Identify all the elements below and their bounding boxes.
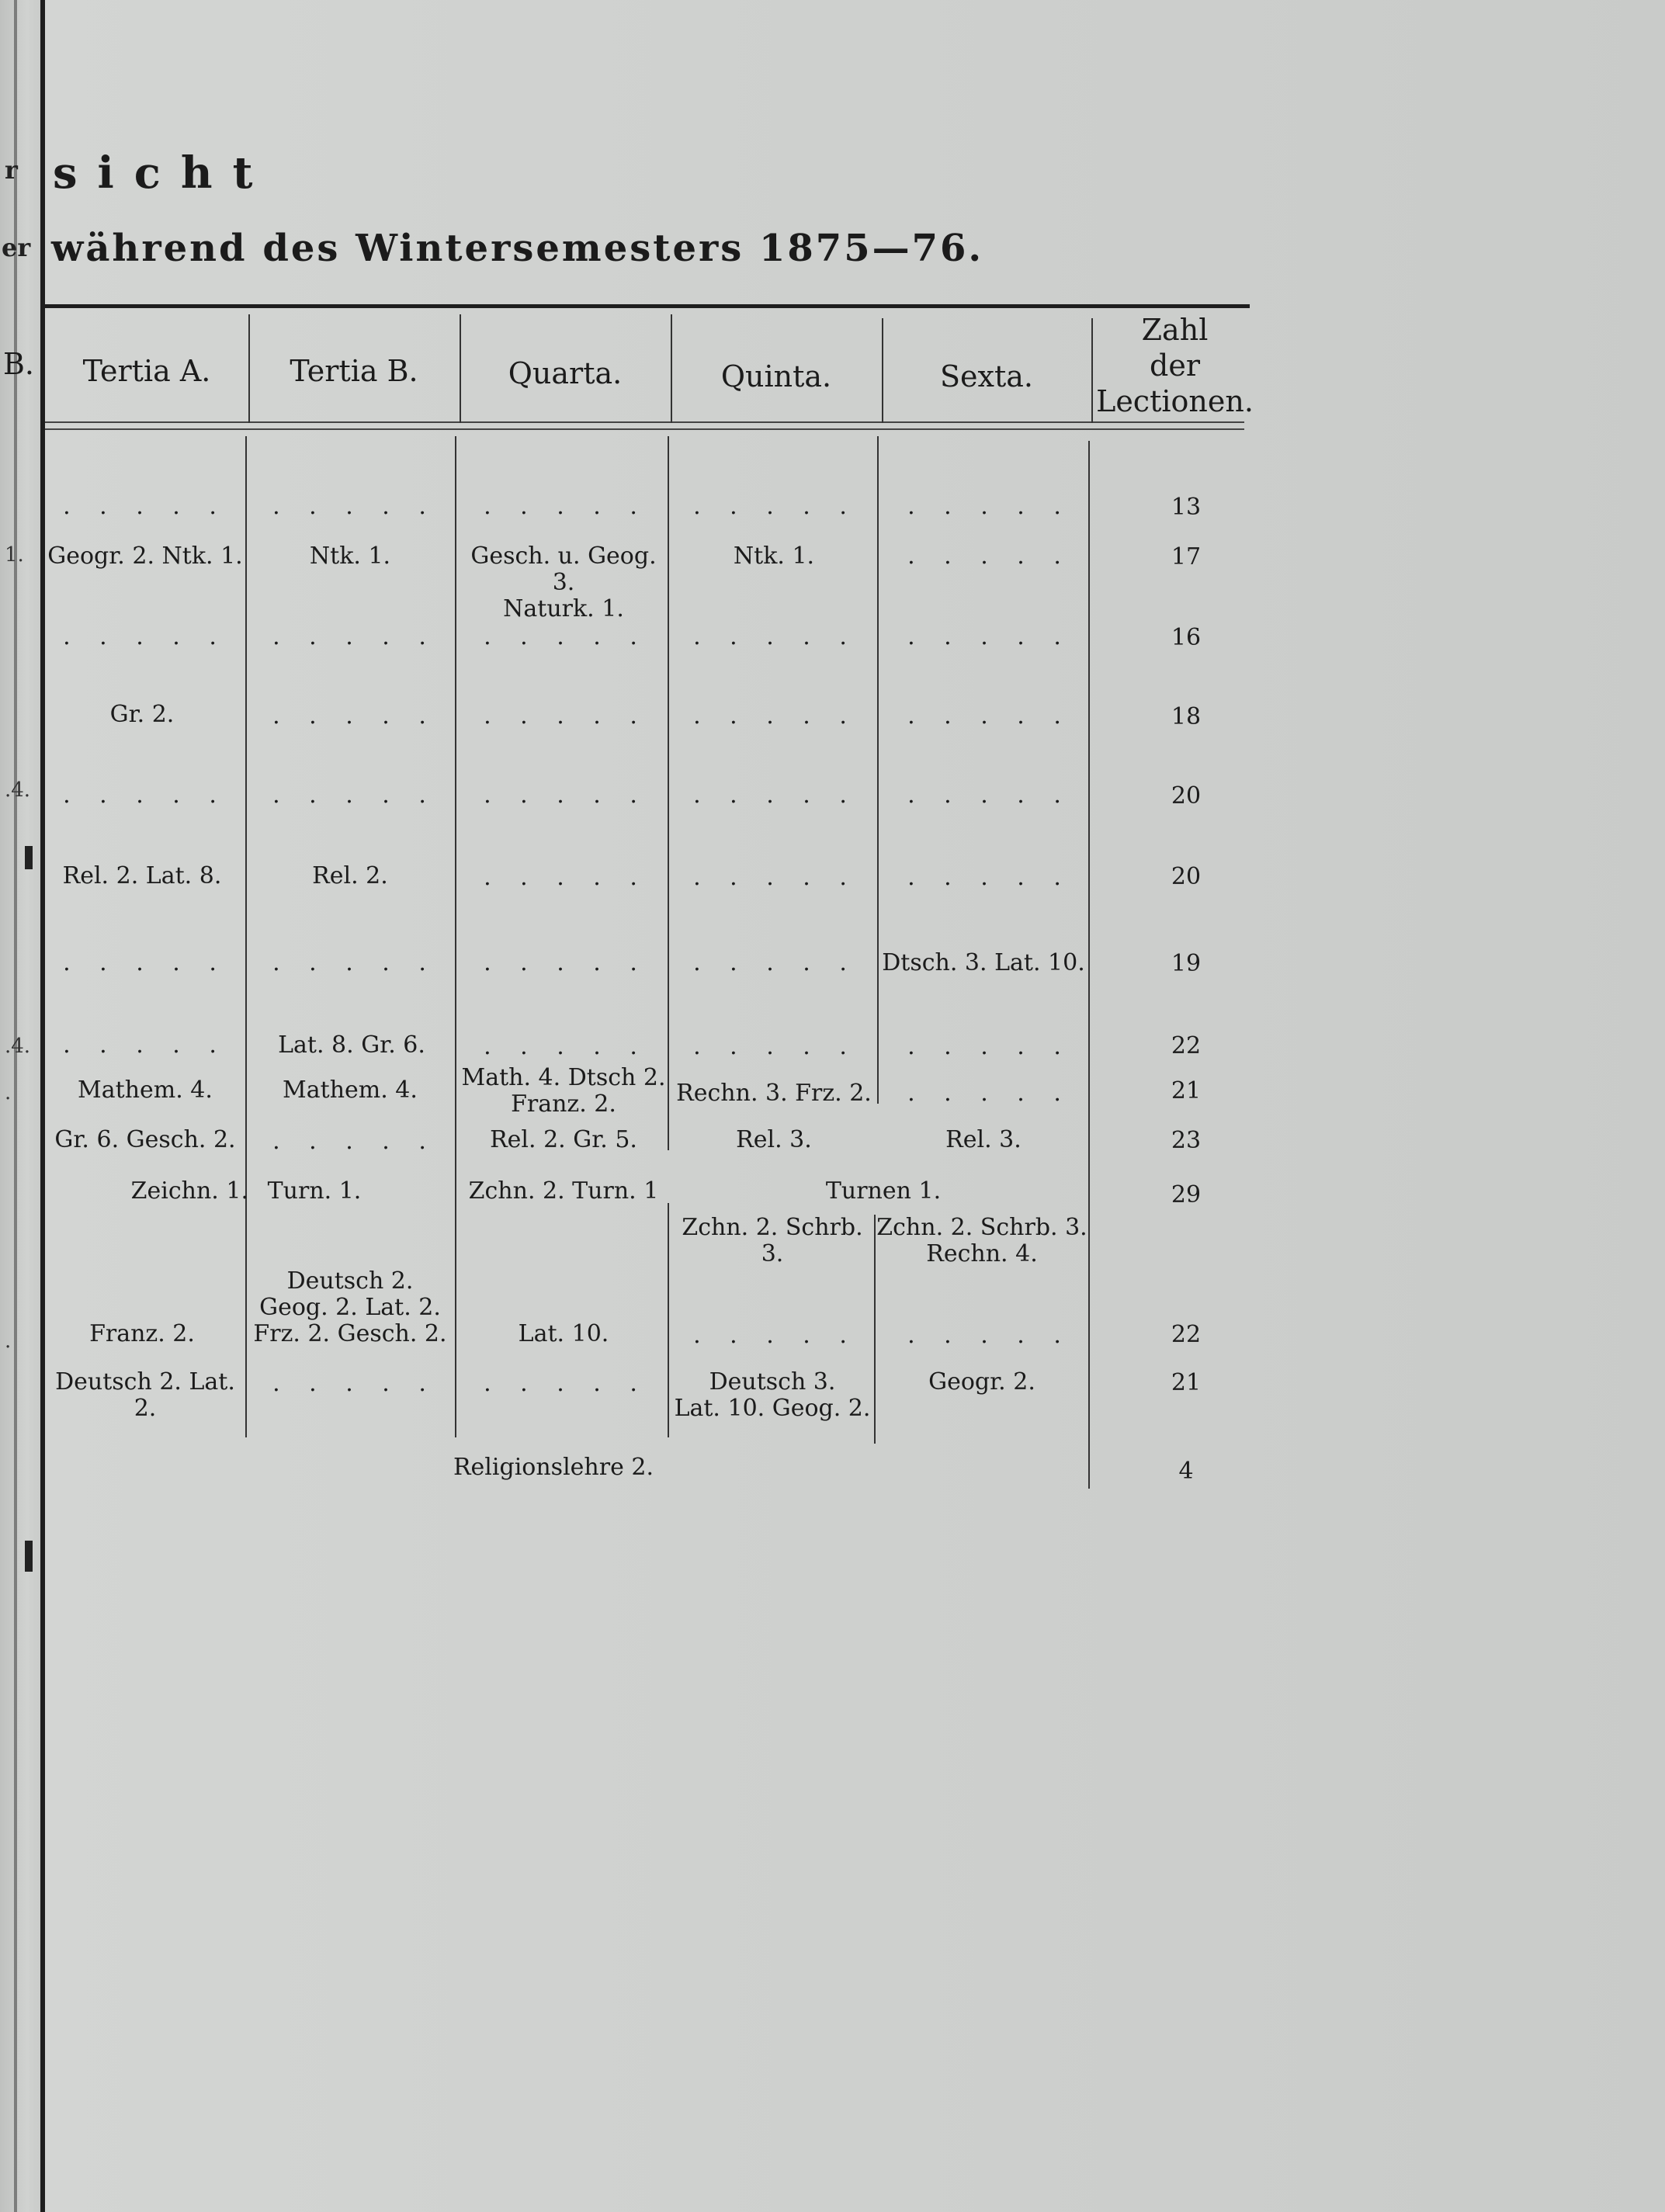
cell-quarta: Gesch. u. Geog. 3. Naturk. 1.: [470, 543, 657, 622]
cell-tertia-a: Gr. 2.: [109, 701, 175, 728]
lesson-count: 16: [1171, 624, 1202, 651]
empty-cell-dots: . . . . .: [907, 702, 1072, 730]
column-divider: [671, 314, 672, 423]
cell-tertia-b: Turn. 1.: [267, 1177, 362, 1205]
empty-cell-dots: . . . . .: [907, 782, 1072, 809]
empty-cell-dots: . . . . .: [63, 493, 227, 520]
header-tertia-a: Tertia A.: [82, 354, 211, 388]
cell-quarta: Math. 4. Dtsch 2. Franz. 2.: [461, 1064, 666, 1118]
cell-quinta: Zchn. 2. Schrb. 3.: [682, 1214, 863, 1267]
col-fragment-header: B.: [3, 347, 35, 381]
page-title: sicht: [53, 147, 273, 199]
subtitle-left-fragment: er: [2, 233, 31, 262]
column-divider: [248, 314, 250, 423]
lesson-count: 17: [1171, 543, 1202, 570]
lesson-count: 21: [1171, 1369, 1202, 1396]
empty-cell-dots: . . . . .: [272, 1128, 437, 1155]
empty-cell-dots: . . . . .: [907, 1033, 1072, 1060]
empty-cell-dots: . . . . .: [63, 782, 227, 809]
cell-sexta: Geogr. 2.: [928, 1368, 1035, 1396]
empty-cell-dots: . . . . .: [693, 623, 858, 650]
lesson-count: 20: [1171, 782, 1202, 810]
cell-tertia-a: Zeichn. 1.: [130, 1177, 248, 1205]
cell-tertia-a: Franz. 2.: [89, 1320, 195, 1347]
header-rule: [45, 421, 1244, 423]
column-divider: [882, 318, 883, 423]
cell-quarta: Lat. 10.: [518, 1320, 609, 1347]
column-divider: [1088, 441, 1090, 1489]
document-page: [2, 0, 1665, 2212]
cell-sexta: Rel. 3.: [945, 1126, 1022, 1153]
empty-cell-dots: . . . . .: [693, 1033, 858, 1060]
cell-tertia-b: Lat. 8. Gr. 6.: [278, 1031, 425, 1059]
column-divider: [877, 436, 879, 1104]
empty-cell-dots: . . . . .: [272, 702, 437, 730]
cell-quarta: Rel. 2. Gr. 5.: [490, 1126, 637, 1153]
cell-tertia-a: Geogr. 2. Ntk. 1.: [47, 543, 243, 570]
spine-mark: [25, 846, 33, 869]
cell-tertia-a: Gr. 6. Gesch. 2.: [54, 1126, 236, 1153]
binding-edge: [14, 0, 17, 2212]
empty-cell-dots: . . . . .: [272, 623, 437, 650]
empty-cell-dots: . . . . .: [63, 1031, 227, 1059]
empty-cell-dots: . . . . .: [484, 493, 648, 520]
lesson-count: 22: [1171, 1032, 1202, 1059]
margin-fragment: .: [5, 1081, 12, 1104]
column-divider: [668, 1203, 669, 1437]
cell-tertia-b: Mathem. 4.: [283, 1077, 418, 1104]
empty-cell-dots: . . . . .: [693, 949, 858, 976]
empty-cell-dots: . . . . .: [272, 782, 437, 809]
empty-cell-dots: . . . . .: [907, 1322, 1072, 1349]
lesson-count: 21: [1171, 1077, 1202, 1104]
lesson-count: 18: [1171, 703, 1202, 730]
empty-cell-dots: . . . . .: [63, 949, 227, 976]
empty-cell-dots: . . . . .: [272, 1370, 437, 1397]
cell-quarta: Zchn. 2. Turn. 1: [468, 1177, 659, 1205]
empty-cell-dots: . . . . .: [693, 864, 858, 891]
cell-sexta: Dtsch. 3. Lat. 10.: [882, 949, 1085, 976]
cell-tertia-b: Rel. 2.: [312, 862, 388, 889]
header-tertia-b: Tertia B.: [290, 354, 418, 388]
margin-fragment: .4.: [5, 1035, 31, 1058]
column-divider: [460, 314, 461, 423]
cell-religionslehre: Religionslehre 2.: [453, 1454, 654, 1481]
left-page-gutter: [0, 0, 45, 2212]
empty-cell-dots: . . . . .: [907, 864, 1072, 891]
lesson-count: 13: [1171, 494, 1202, 521]
cell-tertia-b: Ntk. 1.: [309, 543, 391, 570]
cell-quinta: Rechn. 3. Frz. 2.: [676, 1080, 872, 1107]
margin-fragment: 1.: [5, 543, 24, 567]
empty-cell-dots: . . . . .: [484, 949, 648, 976]
empty-cell-dots: . . . . .: [484, 702, 648, 730]
empty-cell-dots: . . . . .: [63, 623, 227, 650]
empty-cell-dots: . . . . .: [693, 702, 858, 730]
column-divider: [668, 436, 669, 1150]
cell-tertia-a: Rel. 2. Lat. 8.: [62, 862, 222, 889]
empty-cell-dots: . . . . .: [484, 1370, 648, 1397]
table-top-rule: [45, 304, 1250, 308]
page-subtitle: während des Wintersemesters 1875—76.: [51, 227, 984, 270]
empty-cell-dots: . . . . .: [693, 1322, 858, 1349]
empty-cell-dots: . . . . .: [484, 623, 648, 650]
empty-cell-dots: . . . . .: [693, 782, 858, 809]
empty-cell-dots: . . . . .: [693, 493, 858, 520]
empty-cell-dots: . . . . .: [907, 623, 1072, 650]
empty-cell-dots: . . . . .: [484, 1033, 648, 1060]
margin-fragment: .: [5, 1330, 12, 1353]
cell-tertia-b: Deutsch 2. Geog. 2. Lat. 2. Frz. 2. Gesch. 2.: [253, 1267, 447, 1347]
cell-quinta: Ntk. 1.: [733, 543, 815, 570]
header-quarta: Quarta.: [508, 356, 623, 390]
empty-cell-dots: . . . . .: [272, 493, 437, 520]
empty-cell-dots: . . . . .: [907, 1080, 1072, 1107]
header-sexta: Sexta.: [940, 359, 1033, 394]
title-left-fragment: r: [5, 155, 18, 185]
empty-cell-dots: . . . . .: [907, 493, 1072, 520]
cell-tertia-a: Deutsch 2. Lat. 2.: [55, 1368, 235, 1422]
cell-turnen-spanning: Turnen 1.: [825, 1177, 942, 1205]
cell-quinta: Deutsch 3. Lat. 10. Geog. 2.: [674, 1368, 871, 1422]
empty-cell-dots: . . . . .: [484, 782, 648, 809]
header-zahl: Zahl der Lectionen.: [1096, 313, 1254, 418]
empty-cell-dots: . . . . .: [907, 543, 1072, 570]
lesson-count: 29: [1171, 1181, 1202, 1208]
header-rule-double: [45, 428, 1244, 430]
header-quinta: Quinta.: [720, 359, 832, 394]
cell-quinta: Rel. 3.: [736, 1126, 812, 1153]
cell-tertia-a: Mathem. 4.: [78, 1077, 213, 1104]
spine-mark: [25, 1541, 33, 1572]
lesson-count: 4: [1178, 1458, 1194, 1485]
empty-cell-dots: . . . . .: [484, 864, 648, 891]
cell-sexta: Zchn. 2. Schrb. 3. Rechn. 4.: [876, 1214, 1087, 1267]
lesson-count: 22: [1171, 1321, 1202, 1348]
lesson-count: 19: [1171, 950, 1202, 977]
empty-cell-dots: . . . . .: [272, 949, 437, 976]
margin-fragment: .4.: [5, 778, 31, 802]
column-divider: [1091, 318, 1093, 423]
lesson-count: 20: [1171, 863, 1202, 890]
column-divider: [455, 436, 456, 1437]
lesson-count: 23: [1171, 1127, 1202, 1154]
